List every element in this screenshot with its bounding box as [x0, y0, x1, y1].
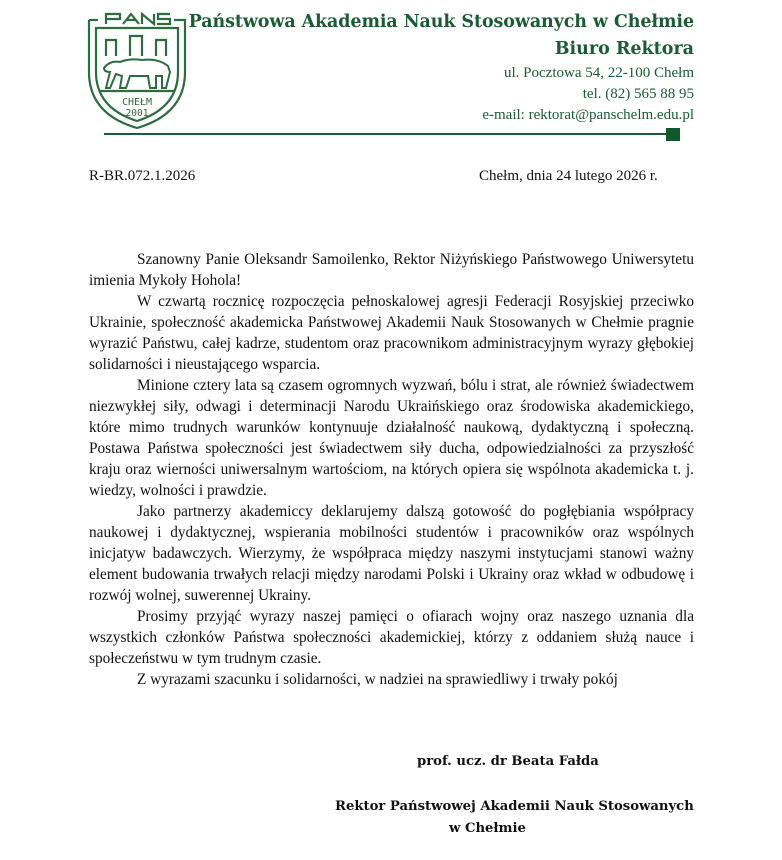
- email-address: e-mail: rektorat@panschelm.edu.pl: [482, 107, 694, 123]
- signatory-name: prof. ucz. dr Beata Fałda: [417, 754, 599, 769]
- phone-number: tel. (82) 565 88 95: [582, 86, 694, 102]
- letter-body: [89, 249, 694, 690]
- postal-address: ul. Pocztowa 54, 22-100 Chełm: [504, 65, 694, 81]
- office-name: Biuro Rektora: [554, 39, 694, 59]
- signatory-city: w Chełmie: [449, 821, 526, 836]
- body-paragraph: Jako partnerzy akademiccy deklarujemy dalszą gotowość do pogłębiania współpracy naukowej i dydaktycznej, wspierania mobilności studentów i pracowników oraz wspólnych inicjatyw badawczych. Wierzymy, że współpraca między naszymi instytucjami stanowi ważny element budowania trwałych relacji między narodami Polski i Ukrainy oraz wkład w odbudowę i rozwój wolnej, suwerennej Ukrainy.: [89, 503, 694, 604]
- pans-chelm-shield-logo-icon: [86, 10, 188, 132]
- place-date: Chełm, dnia 24 lutego 2026 r.: [479, 168, 658, 184]
- svg-text:2001: 2001: [125, 108, 149, 119]
- header-divider: [104, 133, 670, 135]
- body-paragraph: W czwartą rocznicę rozpoczęcia pełnoskalowej agresji Federacji Rosyjskiej przeciwko Ukrainie, społeczność akademicka Państwowej Akademii Nauk Stosowanych w Chełmie pragnie wyrazić Państwu, całej kadrze, studentom oraz pracownikom administracyjnym wyrazy głębokiej solidarności i nieustającego wsparcia.: [89, 293, 694, 373]
- body-paragraph: Minione cztery lata są czasem ogromnych wyzwań, bólu i strat, ale również świadectwem niezwykłej siły, odwagi i determinacji Narodu Ukraińskiego oraz środowiska akademickiego, które mimo trudnych warunków kontynuuje działalność naukową, dydaktyczną i społeczną. Postawa Państwa społeczności jest świadectwem siły ducha, odpowiedzialności za przyszłość kraju oraz wierności uniwersalnym wartościom, na których opiera się wspólnota akademicka t. j. wiedzy, wolności i prawdzie.: [89, 377, 694, 499]
- svg-text:CHEŁM: CHEŁM: [121, 97, 153, 108]
- signatory-role: Rektor Państwowej Akademii Nauk Stosowanych: [335, 799, 694, 814]
- institution-name: Państwowa Akademia Nauk Stosowanych w Chełmie: [188, 12, 694, 32]
- reference-number: R-BR.072.1.2026: [89, 168, 196, 184]
- header-divider-square-icon: [666, 128, 680, 141]
- closing-paragraph: Z wyrazami szacunku i solidarności, w nadziei na sprawiedliwy i trwały pokój: [137, 671, 618, 688]
- salutation-paragraph: Szanowny Panie Oleksandr Samoilenko, Rektor Niżyńskiego Państwowego Uniwersytetu imienia Mykoły Hohola!: [89, 251, 694, 289]
- body-paragraph: Prosimy przyjąć wyrazy naszej pamięci o ofiarach wojny oraz naszego uznania dla wszystkich członków Państwa społeczności akademickiej, którzy z oddaniem służą nauce i społeczeństwu w tym trudnym czasie.: [89, 608, 694, 667]
